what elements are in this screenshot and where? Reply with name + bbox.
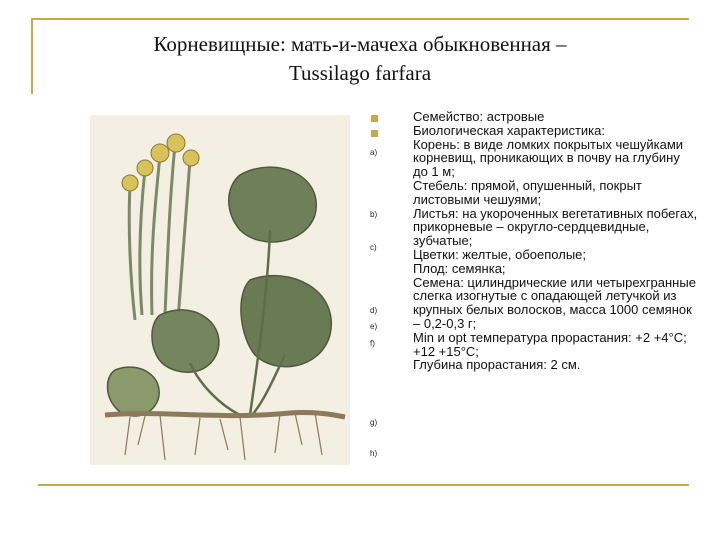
marker-b: b) [370,210,378,219]
figure-markers [370,110,400,460]
slide-title [60,30,660,88]
marker-h: h) [370,449,378,458]
list-item: Стебель: прямой, опушенный, покрыт листовыми чешуями; [413,177,642,207]
list-item: Семейство: астровые [413,109,545,124]
list-item: Min и opt температура прорастания: +2 +4°С; +12 +15°С; [413,329,687,359]
frame-top-line [31,18,689,20]
list-item: Цветки: желтые, обоеполые; [413,246,587,262]
marker-e: e) [370,322,378,331]
title-line-2: Tussilago farfara [288,61,432,85]
marker-f: f) [370,339,375,348]
list-item: Листья: на укороченных вегетативных побегах, прикорневые – округло-сердцевидные, зубчатые; [413,205,698,249]
coltsfoot-plant-illustration [90,115,350,465]
bullet-square [371,130,378,137]
marker-g: g) [370,418,378,427]
description-list [413,110,698,372]
list-item: Корень: в виде ломких покрытых чешуйками корневищ, проникающих в почву на глубину до 1 м; [413,136,684,180]
list-item: Биологическая характеристика: [413,122,605,138]
marker-a: a) [370,148,378,157]
frame-bottom-line [38,484,689,486]
title-line-1: Корневищные: мать-и-мачеха обыкновенная – [153,32,567,56]
list-item: Семена: цилиндрические или четырехгранные слегка изогнутые с опадающей летучкой из крупных белых волосков, масса 1000 семянок – 0,2-0,3 г; [413,274,696,331]
marker-d: d) [370,306,378,315]
marker-c: c) [370,243,377,252]
frame-left-line [31,18,33,94]
bullet-square [371,115,378,122]
list-item: Плод: семянка; [413,260,506,276]
list-item: Глубина прорастания: 2 см. [413,357,581,373]
